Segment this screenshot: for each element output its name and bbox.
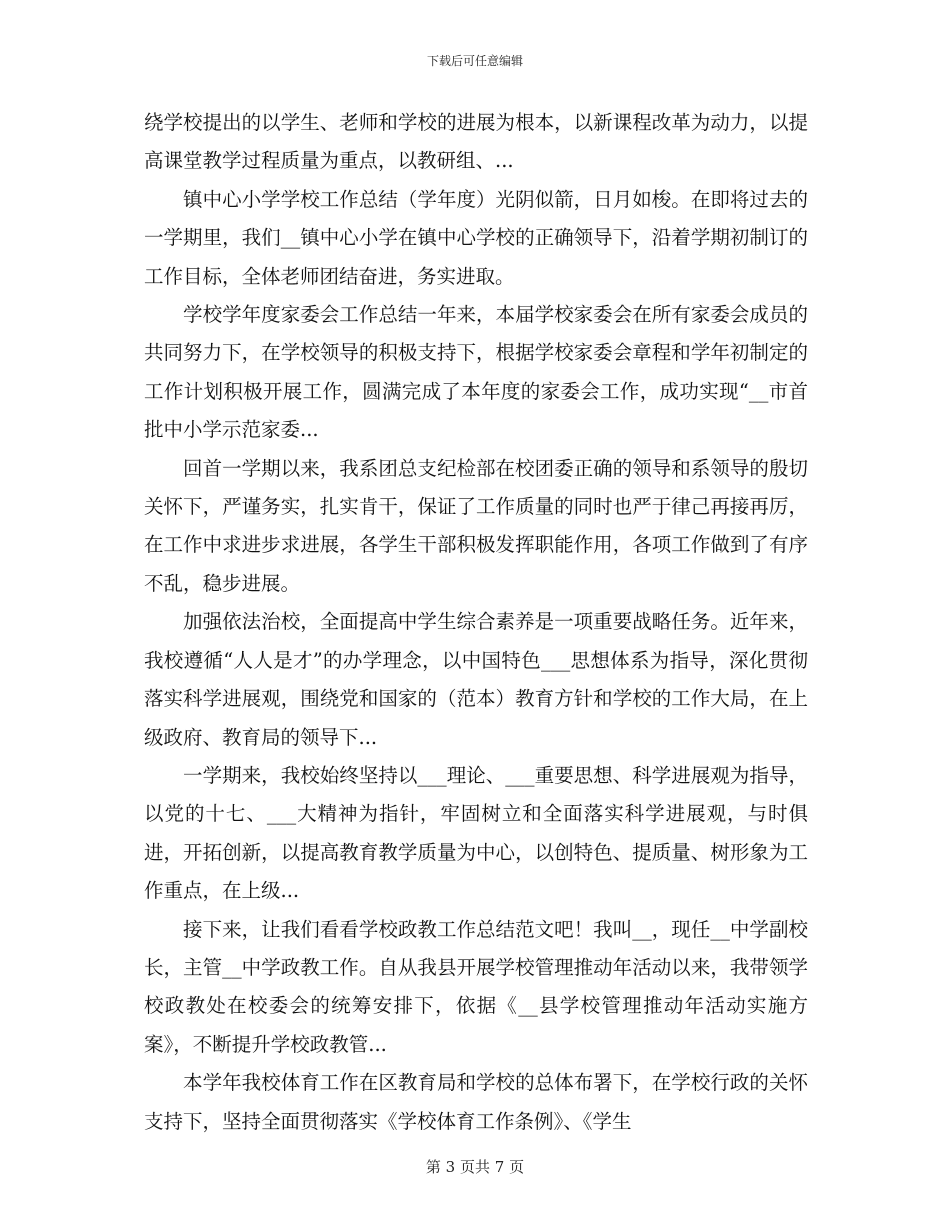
paragraph: 接下来，让我们看看学校政教工作总结范文吧！我叫__，现任__中学副校长，主管__中学政教工作。自从我县开展学校管理推动年活动以来，我带领学校政教处在校委会的统筹安排下，依据《__县学校管理推动年活动实施方案》，不断提升学校政教管... xyxy=(144,917,808,1056)
paragraph: 镇中心小学学校工作总结（学年度）光阴似箭，日月如梭。在即将过去的一学期里，我们__镇中心小学在镇中心学校的正确领导下，沿着学期初制订的工作目标，全体老师团结奋进，务实进取。 xyxy=(144,187,808,288)
page-header-note: 下载后可任意编辑 xyxy=(426,54,523,68)
paragraph: 回首一学期以来，我系团总支纪检部在校团委正确的领导和系领导的殷切关怀下，严谨务实，扎实肯干，保证了工作质量的同时也严于律己再接再厉，在工作中求进步求进展，各学生干部积极发挥职能作用，各项工作做到了有序不乱，稳步进展。 xyxy=(144,456,808,595)
paragraph: 加强依法治校，全面提高中学生综合素养是一项重要战略任务。近年来，我校遵循“人人是才”的办学理念，以中国特色___思想体系为指导，深化贯彻落实科学进展观，围绕党和国家的（范本）教育方针和学校的工作大局，在上级政府、教育局的领导下... xyxy=(144,610,808,749)
paragraph: 绕学校提出的以学生、老师和学校的进展为根本，以新课程改革为动力，以提高课堂教学过程质量为重点，以教研组、... xyxy=(144,111,808,173)
document-body xyxy=(144,104,808,1141)
paragraph: 学校学年度家委会工作总结一年来，本届学校家委会在所有家委会成员的共同努力下，在学校领导的积极支持下，根据学校家委会章程和学年初制定的工作计划积极开展工作，圆满完成了本年度的家委会工作，成功实现“__市首批中小学示范家委... xyxy=(144,303,808,442)
paragraph: 本学年我校体育工作在区教育局和学校的总体布署下，在学校行政的关怀支持下，坚持全面贯彻落实《学校体育工作条例》、《学生 xyxy=(144,1071,808,1133)
paragraph: 一学期来，我校始终坚持以___理论、___重要思想、科学进展观为指导，以党的十七、___大精神为指针，牢固树立和全面落实科学进展观，与时俱进，开拓创新，以提高教育教学质量为中心，以创特色、提质量、树形象为工作重点，在上级... xyxy=(144,763,808,903)
page-number: 第 3 页共 7 页 xyxy=(425,1158,525,1176)
